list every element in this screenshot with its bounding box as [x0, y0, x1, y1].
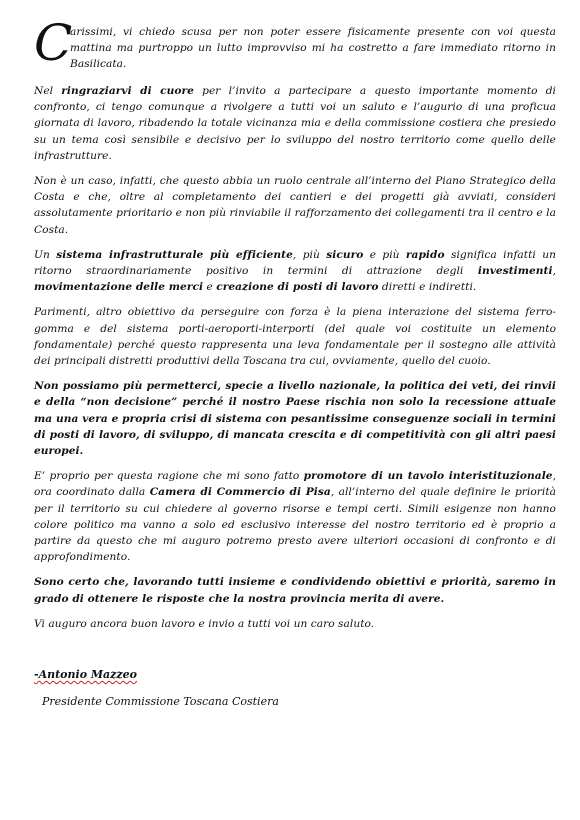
- paragraph-national-politics: Non possiamo più permetterci, specie a livello nazionale, la politica dei veti, dei rinvii e della “non decisione” perché il nostro Paese rischia non solo la recessione attuale ma una vera e propria crisi di sistema con pesantissime conseguenze sociali in termini di posti di lavoro, di sviluppo, di mancata crescita e di competitività con gli altri paesi europei.: [34, 380, 556, 458]
- text-run: Nel: [34, 85, 62, 97]
- emphasis-run: promotore di un tavolo interistituzionale: [303, 470, 553, 483]
- signature-name: -Antonio Mazzeo: [34, 668, 137, 682]
- paragraph-roundtable: [34, 468, 556, 565]
- emphasis-run: movimentazione delle merci: [34, 281, 204, 294]
- text-run: diretti e indiretti.: [378, 281, 477, 294]
- paragraph-infrastructure: [34, 247, 556, 296]
- text-run: e: [203, 281, 217, 294]
- text-run: , ora coordinato dalla: [34, 470, 557, 499]
- opening-text: arissimi, vi chiedo scusa per non poter essere fisicamente presente con voi questa mattina ma purtroppo un lutto improvviso mi ha costretto a fare immediato ritorno in Basilicata.: [70, 26, 556, 71]
- text-run: , più: [292, 248, 327, 261]
- text-run: significa infatti un ritorno straordinariamente positivo in termini di attrazione degli: [34, 248, 556, 278]
- emphasis-run: Camera di Commercio di Pisa: [149, 486, 331, 499]
- paragraph-conclusion: Sono certo che, lavorando tutti insieme e condividendo obiettivi e priorità, saremo in grado di ottenere le risposte che la nostra provincia merita di avere.: [34, 576, 556, 605]
- opening-paragraph: [34, 14, 556, 74]
- drop-cap: C: [34, 14, 73, 72]
- text-run: Un: [34, 248, 57, 261]
- text-run: per l’invito a partecipare a questo importante momento di confronto, ci tengo comunque a rivolgere a tutti voi un saluto e l’augurio di una proficua giornata di lavoro, ribadendo la totale vicinanza mia e della commissione costiera che presiedo su un tema così sensibile e decisivo per lo sviluppo del nostro territorio come quello delle infrastrutture.: [34, 85, 556, 162]
- signature-block: [34, 668, 556, 708]
- text-run: ,: [552, 265, 556, 278]
- paragraph-thanks: [34, 83, 556, 164]
- paragraph-strategic-plan: Non è un caso, infatti, che questo abbia un ruolo centrale all’interno del Piano Strategico della Costa e che, oltre al completamento dei cantieri e dei progetti già avviati, consideri assolutamente prioritario e non più rinviabile il rafforzamento dei collegamenti tra il centro e la Costa.: [34, 175, 556, 236]
- emphasis-run: sicuro: [326, 248, 364, 261]
- text-run: , all’interno del quale definire le priorità per il territorio su cui chiedere al governo risorse e tempi certi. Simili esigenze non hanno colore politico ma vanno a solo ed esclusivo interesse del nostro territorio ed è proprio a partire da questo che mi auguro potremo presto avere ulteriori occasioni di confronto e di approfondimento.: [34, 486, 557, 564]
- paragraph-logistics: Parimenti, altro obiettivo da perseguire con forza è la piena interazione del sistema ferro-gomma e del sistema porti-aeroporti-interporti (del quale voi costituite un elemento fondamentale) perché questo rappresenta una leva fondamentale per il sostegno alle attività dei principali distretti produttivi della Toscana tra cui, ovviamente, quello del cuoio.: [34, 306, 556, 368]
- signature-role: Presidente Commissione Toscana Costiera: [42, 695, 279, 709]
- emphasis-run: sistema infrastrutturale più efficiente: [56, 248, 293, 261]
- emphasis-run: ringraziarvi di cuore: [61, 85, 194, 97]
- emphasis-run: investimenti: [477, 265, 553, 278]
- text-run: E’ proprio per questa ragione che mi sono fatto: [34, 470, 304, 483]
- paragraph-greeting: Vi auguro ancora buon lavoro e invio a tutti voi un caro saluto.: [34, 617, 375, 630]
- text-run: e più: [363, 248, 406, 261]
- emphasis-run: rapido: [405, 248, 445, 261]
- emphasis-run: creazione di posti di lavoro: [216, 281, 379, 294]
